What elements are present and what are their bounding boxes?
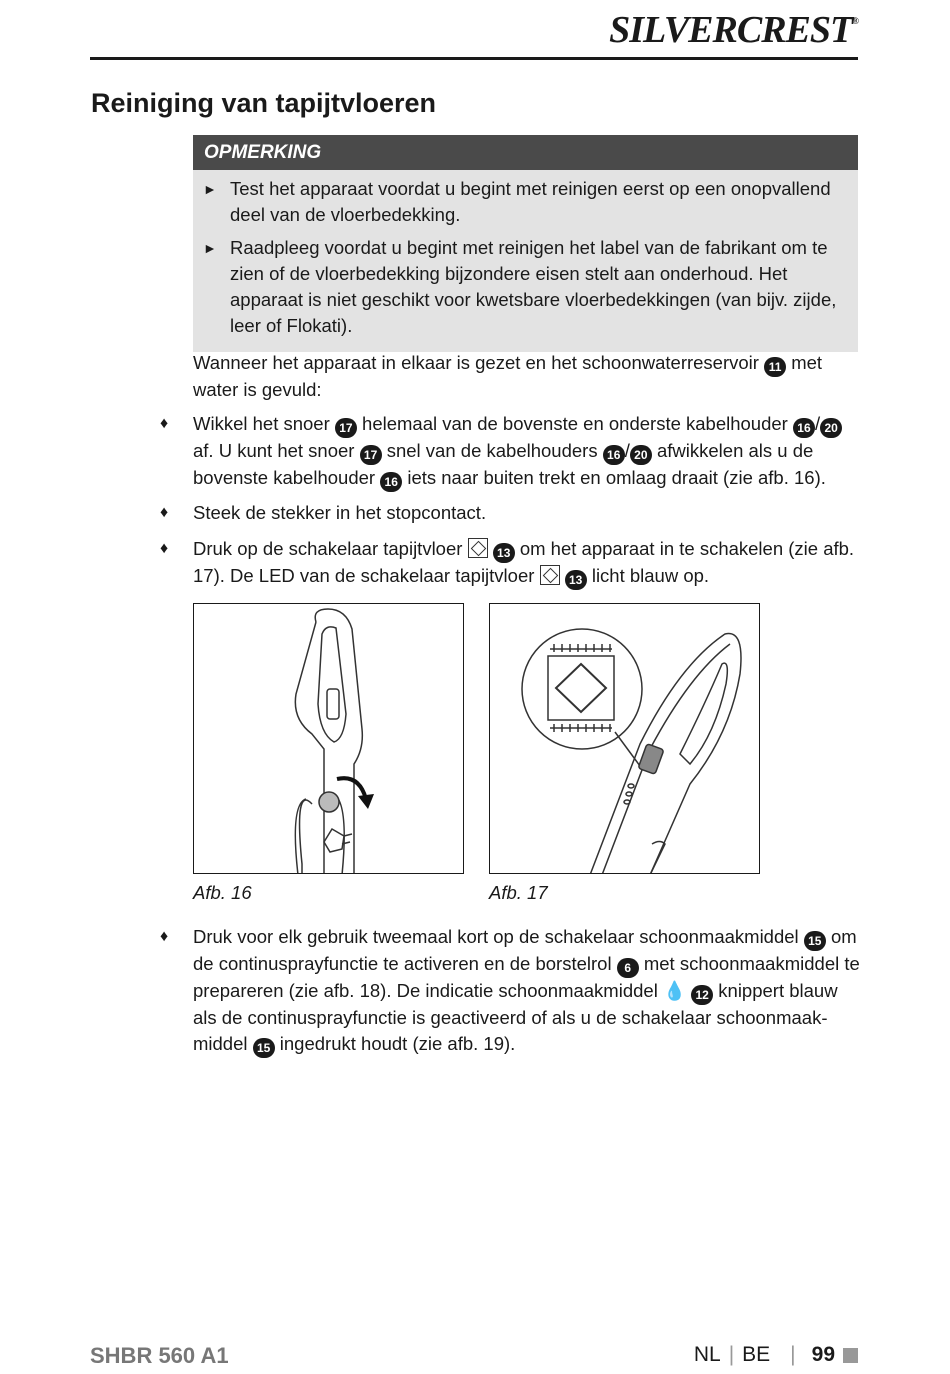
figure-caption: Afb. 17: [489, 882, 548, 903]
arrow-icon: ►: [203, 181, 217, 197]
footer-lang: NL: [693, 1343, 721, 1366]
bullet-diamond-icon: ♦: [160, 415, 169, 432]
step-item: ♦ Steek de stekker in het stopcontact.: [160, 500, 860, 526]
note-item: ► Raadpleeg voordat u begint met reinigen het label van de fabrikant om te zien of de vloerbedekking bijzondere eisen stelt aan onderhoud. Het apparaat is niet geschikt voor kwetsbare vloerbedekkingen (van bijv. zijde, leer of Flokati).: [203, 237, 837, 336]
brand-logo: SILVERCREST®: [609, 9, 858, 51]
cable-holder-illustration: [194, 604, 464, 874]
drop-icon: 💧: [662, 980, 686, 1001]
ref-number: 13: [565, 570, 587, 590]
note-box: [193, 135, 858, 352]
bullet-diamond-icon: ♦: [160, 540, 169, 557]
step-item: ♦ Druk op de schakelaar tapijtvloer 13 om het apparaat in te schakelen (zie afb. 17). De LED van de schakelaar tapijtvloer 13 licht blauw op.: [160, 536, 860, 590]
intro-paragraph: Wanneer het apparaat in elkaar is gezet en het schoonwaterreservoir 11 met water is gevuld:: [193, 352, 823, 400]
ref-number: 20: [820, 418, 842, 438]
footer-lang: BE: [742, 1343, 771, 1366]
ref-number: 12: [691, 985, 713, 1005]
ref-number: 20: [630, 445, 652, 465]
footer-model: SHBR 560 A1: [90, 1343, 229, 1368]
ref-number: 15: [253, 1038, 275, 1058]
ref-number: 16: [793, 418, 815, 438]
bullet-diamond-icon: ♦: [160, 504, 169, 521]
footer-page-info: NL | BE | 99: [694, 1343, 858, 1367]
header-rule: [90, 57, 858, 60]
ref-number: 6: [617, 958, 639, 978]
step-item: ♦ Druk voor elk gebruik tweemaal kort op de schakelaar schoonmaakmiddel 15 om de continusprayfunctie te activeren en de borstelrol 6 met schoonmaakmiddel te prepareren (zie afb. 18). De indicatie schoonmaakmiddel 💧 12 knippert blauw als de continusprayfunctie is geactiveerd of als u de schakelaar schoonmaak-middel 15 ingedrukt houdt (zie afb. 19).: [160, 924, 860, 1058]
note-item: ► Test het apparaat voordat u begint met reinigen eerst op een onopvallend deel van de vloerbedekking.: [203, 178, 831, 225]
page-number: 99: [811, 1343, 835, 1366]
ref-number: 11: [764, 357, 786, 377]
bullet-diamond-icon: ♦: [160, 928, 169, 945]
handle-switch-illustration: [490, 604, 760, 874]
section-title: Reiniging van tapijtvloeren: [91, 88, 437, 118]
carpet-switch-icon: [468, 538, 488, 558]
figure-caption: Afb. 16: [193, 882, 252, 903]
carpet-switch-icon: [540, 565, 560, 585]
step-item: ♦ Wikkel het snoer 17 helemaal van de bovenste en onderste kabelhouder 16 / 20 af. U kunt het snoer 17 snel van de kabelhouders 16 / 20 afwikkelen als u de bovenste kabelhouder 16 iets naar buiten trekt en omlaag draait (zie afb. 16).: [160, 411, 860, 492]
ref-number: 13: [493, 543, 515, 563]
ref-number: 17: [335, 418, 357, 438]
figure-17: [489, 603, 760, 874]
ref-number: 17: [360, 445, 382, 465]
figure-16: [193, 603, 464, 874]
arrow-icon: ►: [203, 240, 217, 256]
square-icon: [843, 1348, 858, 1363]
ref-number: 16: [603, 445, 625, 465]
ref-number: 16: [380, 472, 402, 492]
ref-number: 15: [804, 931, 826, 951]
note-heading: OPMERKING: [193, 135, 858, 170]
